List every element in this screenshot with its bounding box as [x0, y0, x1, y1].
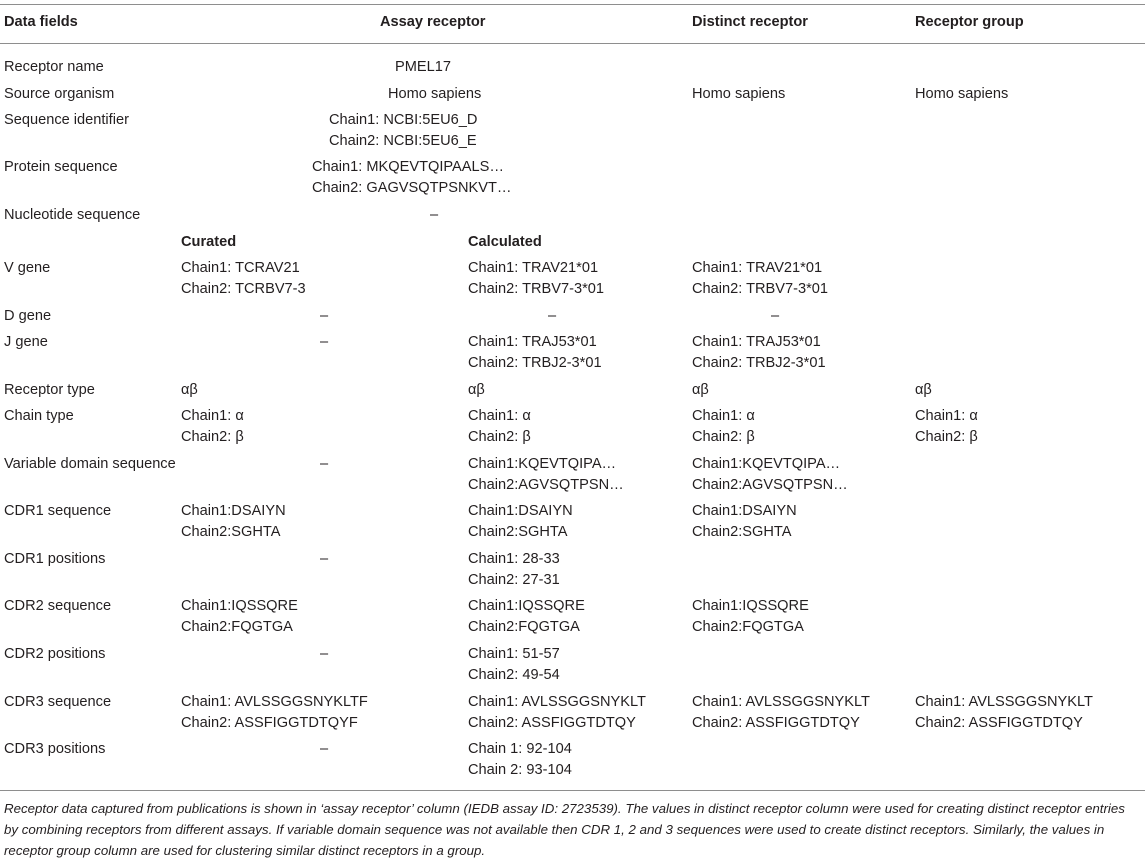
cell-group: Chain1: α [915, 408, 978, 424]
cell-group: αβ [915, 382, 932, 398]
cell-curated: Chain2:SGHTA [181, 524, 281, 540]
cell-group: Chain1: AVLSSGGSNYKLT [915, 694, 1093, 710]
row-label: CDR3 sequence [4, 694, 112, 710]
table-footnote: Receptor data captured from publications is shown in ‘assay receptor’ column (IEDB assay ID: 2723539). The values in distinct receptor column were used for creating distinct receptor entries by combining receptors from different assays. If variable domain sequence was not available then CDR 1, 2 and 3 sequences were used to create distinct receptors. Similarly, the values in receptor group column are used for clustering similar distinct receptors in a group. [4, 801, 1125, 858]
row-label: D gene [4, 308, 52, 324]
row-label: Source organism [4, 86, 115, 102]
cell-distinct: Chain2: TRBV7-3*01 [692, 281, 829, 297]
cell-calculated: Chain2: 49-54 [468, 667, 560, 683]
cell-calculated: Chain 2: 93-104 [468, 762, 572, 778]
cell-group: Chain2: β [915, 429, 978, 445]
cell-calculated: Chain1: TRAV21*01 [468, 260, 599, 276]
cell-distinct: Homo sapiens [692, 86, 786, 102]
cell-distinct: Chain1: TRAJ53*01 [692, 334, 821, 350]
header-assay-receptor: Assay receptor [380, 14, 486, 30]
cell-curated: Chain1: α [181, 408, 244, 424]
cell-distinct: Chain1:IQSSQRE [692, 598, 809, 614]
cell-distinct: Chain2:SGHTA [692, 524, 792, 540]
row-label: Receptor name [4, 59, 104, 75]
cell-distinct: Chain2: TRBJ2-3*01 [692, 355, 826, 371]
subheader-calculated: Calculated [468, 234, 542, 250]
cell-curated: Chain1:IQSSQRE [181, 598, 298, 614]
cell-curated: Chain1:DSAIYN [181, 503, 286, 519]
subheader-curated: Curated [181, 234, 237, 250]
cell-distinct: Chain1:KQEVTQIPA… [692, 456, 841, 472]
cell-curated: – [320, 741, 329, 757]
row-label: CDR1 sequence [4, 503, 112, 519]
row-label: CDR1 positions [4, 551, 106, 567]
row-label: Protein sequence [4, 159, 118, 175]
cell-curated: – [320, 308, 329, 324]
row-label: V gene [4, 260, 51, 276]
cell-calculated: Chain1: α [468, 408, 531, 424]
cell-assay: Chain1: MKQEVTQIPAALS… [312, 159, 504, 175]
cell-curated: – [320, 334, 329, 350]
cell-distinct: Chain1: AVLSSGGSNYKLT [692, 694, 870, 710]
cell-curated: Chain1: AVLSSGGSNYKLTF [181, 694, 368, 710]
cell-curated: Chain2: ASSFIGGTDTQYF [181, 715, 358, 731]
cell-assay: Homo sapiens [388, 86, 482, 102]
cell-curated: Chain2: TCRBV7-3 [181, 281, 306, 297]
cell-calculated: Chain1: TRAJ53*01 [468, 334, 597, 350]
row-label: CDR2 positions [4, 646, 106, 662]
cell-assay: PMEL17 [395, 59, 451, 75]
row-label: J gene [4, 334, 48, 350]
header-rule [0, 43, 1145, 44]
cell-curated: – [320, 551, 329, 567]
cell-curated: – [320, 456, 329, 472]
row-label: Chain type [4, 408, 74, 424]
cell-calculated: Chain2: TRBJ2-3*01 [468, 355, 602, 371]
cell-calculated: Chain2:FQGTGA [468, 619, 580, 635]
cell-distinct: – [771, 308, 780, 324]
cell-distinct: Chain2:FQGTGA [692, 619, 804, 635]
row-label: Sequence identifier [4, 112, 129, 128]
cell-curated: – [320, 646, 329, 662]
cell-calculated: Chain 1: 92-104 [468, 741, 572, 757]
cell-calculated: Chain2:SGHTA [468, 524, 568, 540]
cell-distinct: Chain2: ASSFIGGTDTQY [692, 715, 860, 731]
header-data-fields: Data fields [4, 14, 78, 30]
table-bottom-rule [0, 790, 1145, 791]
row-label: CDR2 sequence [4, 598, 112, 614]
cell-assay: Chain2: NCBI:5EU6_E [329, 133, 477, 149]
cell-calculated: αβ [468, 382, 485, 398]
cell-assay: Chain1: NCBI:5EU6_D [329, 112, 478, 128]
cell-calculated: Chain1:KQEVTQIPA… [468, 456, 617, 472]
cell-group: Homo sapiens [915, 86, 1009, 102]
cell-calculated: Chain2: β [468, 429, 531, 445]
cell-distinct: Chain2: β [692, 429, 755, 445]
cell-distinct: αβ [692, 382, 709, 398]
cell-calculated: Chain1: 51-57 [468, 646, 560, 662]
cell-calculated: Chain2:AGVSQTPSN… [468, 477, 624, 493]
cell-distinct: Chain1: α [692, 408, 755, 424]
cell-curated: Chain2:FQGTGA [181, 619, 293, 635]
header-distinct-receptor: Distinct receptor [692, 14, 808, 30]
cell-calculated: Chain1:DSAIYN [468, 503, 573, 519]
cell-group: Chain2: ASSFIGGTDTQY [915, 715, 1083, 731]
cell-calculated: Chain1: AVLSSGGSNYKLT [468, 694, 646, 710]
cell-calculated: Chain1:IQSSQRE [468, 598, 585, 614]
cell-calculated: – [548, 308, 557, 324]
cell-distinct: Chain1:DSAIYN [692, 503, 797, 519]
row-label: Nucleotide sequence [4, 207, 141, 223]
header-receptor-group: Receptor group [915, 14, 1024, 30]
cell-distinct: Chain2:AGVSQTPSN… [692, 477, 848, 493]
row-label: CDR3 positions [4, 741, 106, 757]
cell-assay: – [430, 207, 439, 223]
cell-distinct: Chain1: TRAV21*01 [692, 260, 823, 276]
cell-curated: αβ [181, 382, 198, 398]
row-label: Receptor type [4, 382, 95, 398]
cell-calculated: Chain2: ASSFIGGTDTQY [468, 715, 636, 731]
table-top-rule [0, 4, 1145, 5]
cell-calculated: Chain2: TRBV7-3*01 [468, 281, 605, 297]
cell-curated: Chain1: TCRAV21 [181, 260, 300, 276]
row-label: Variable domain sequence [4, 456, 176, 472]
cell-assay: Chain2: GAGVSQTPSNKVT… [312, 180, 512, 196]
cell-calculated: Chain1: 28-33 [468, 551, 560, 567]
cell-curated: Chain2: β [181, 429, 244, 445]
cell-calculated: Chain2: 27-31 [468, 572, 560, 588]
